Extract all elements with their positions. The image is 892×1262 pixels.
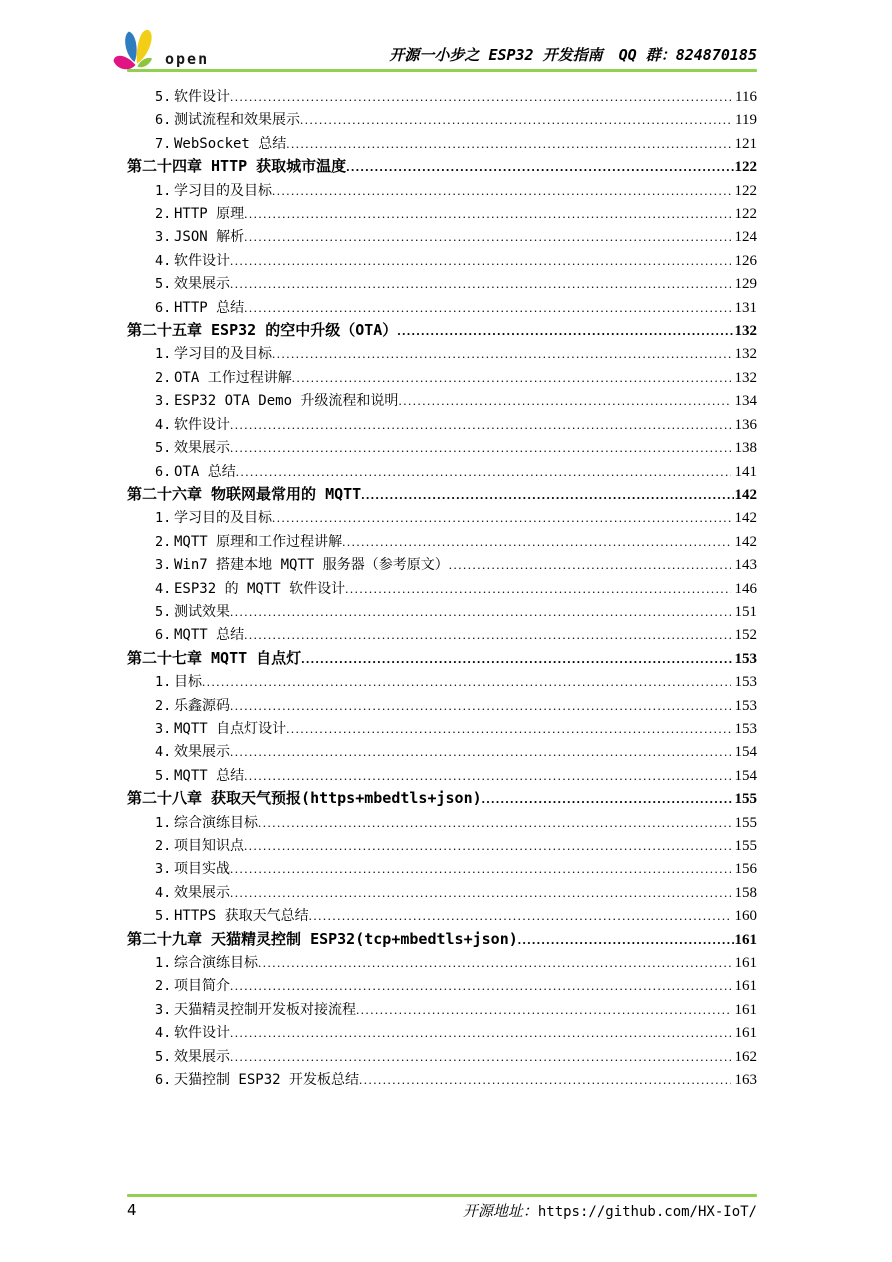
- toc-entry-number: 6.: [155, 627, 172, 644]
- toc-dot-leader: [356, 998, 731, 1021]
- toc-entry[interactable]: [127, 834, 757, 857]
- toc-dot-leader: [244, 225, 730, 248]
- toc-entry-page: 161: [734, 978, 757, 995]
- toc-entry-title: 综合演练目标: [174, 955, 258, 972]
- toc-entry[interactable]: [127, 717, 757, 740]
- toc-entry[interactable]: [127, 85, 757, 108]
- toc-entry-page: 161: [734, 931, 757, 948]
- toc-entry[interactable]: [127, 179, 757, 202]
- toc-dot-leader: [230, 413, 731, 436]
- toc-entry-number: 4.: [155, 416, 172, 433]
- toc-entry[interactable]: [127, 319, 757, 342]
- toc-entry[interactable]: [127, 951, 757, 974]
- toc-entry-number: 2.: [155, 978, 172, 995]
- logo-petal-blue: [125, 32, 136, 63]
- toc-entry-title: 软件设计: [174, 1025, 230, 1042]
- toc-dot-leader: [230, 881, 731, 904]
- toc-entry-page: 154: [734, 767, 757, 784]
- toc-entry[interactable]: [127, 623, 757, 646]
- toc-entry-number: 2.: [155, 206, 172, 223]
- toc-dot-leader: [244, 764, 730, 787]
- toc-entry-number: 3.: [155, 557, 172, 574]
- toc-entry-page: 161: [734, 1025, 757, 1042]
- toc-entry-title: 第二十七章 MQTT 自点灯: [127, 648, 302, 667]
- toc-entry-title: 第二十九章 天猫精灵控制 ESP32(tcp+mbedtls+json): [127, 929, 518, 948]
- toc-entry-page: 146: [734, 580, 757, 597]
- toc-entry[interactable]: [127, 928, 757, 951]
- toc-dot-leader: [244, 623, 730, 646]
- toc-entry-number: 5.: [155, 89, 172, 105]
- toc-entry[interactable]: [127, 1045, 757, 1068]
- toc-entry-number: 5.: [155, 908, 172, 925]
- toc-entry-page: 156: [734, 861, 757, 878]
- toc-entry-page: 142: [734, 486, 757, 503]
- toc-entry-page: 142: [734, 510, 757, 527]
- toc-entry[interactable]: [127, 436, 757, 459]
- toc-entry-title: 天猫控制 ESP32 开发板总结: [174, 1072, 360, 1089]
- toc-dot-leader: [300, 108, 731, 131]
- toc-entry-page: 163: [734, 1072, 757, 1089]
- toc-entry-number: 1.: [155, 346, 172, 363]
- toc-entry-title: 效果展示: [174, 884, 230, 901]
- toc-entry[interactable]: [127, 366, 757, 389]
- toc-entry-title: Win7 搭建本地 MQTT 服务器（参考原文）: [174, 557, 449, 574]
- toc-entry[interactable]: [127, 974, 757, 997]
- toc-entry-number: 4.: [155, 252, 172, 269]
- toc-entry-title: 效果展示: [174, 440, 230, 457]
- open-logo-icon: [111, 24, 161, 72]
- toc-dot-leader: [286, 132, 730, 155]
- toc-entry-page: 155: [734, 838, 757, 854]
- toc-entry-page: 132: [734, 369, 757, 386]
- toc-entry[interactable]: [127, 600, 757, 623]
- toc-entry-page: 132: [734, 346, 757, 363]
- toc-dot-leader: [272, 179, 731, 202]
- header-divider: [127, 69, 757, 72]
- toc-entry-number: 1.: [155, 510, 172, 527]
- toc-dot-leader: [301, 647, 733, 670]
- footer-page-number: 4: [127, 1201, 137, 1219]
- toc-entry-title: 软件设计: [174, 416, 230, 433]
- toc-entry-page: 122: [734, 206, 757, 223]
- toc-entry-number: 4.: [155, 1025, 172, 1042]
- toc-entry-title: 项目知识点: [174, 838, 244, 854]
- toc-entry-number: 5.: [155, 440, 172, 457]
- toc-entry-title: 测试效果: [174, 603, 230, 620]
- toc-entry[interactable]: [127, 249, 757, 272]
- toc-entry-title: JSON 解析: [174, 229, 245, 246]
- toc-entry-title: MQTT 总结: [174, 627, 245, 644]
- toc-entry-title: 第二十六章 物联网最常用的 MQTT: [127, 484, 362, 503]
- toc-entry-number: 5.: [155, 276, 172, 293]
- toc-dot-leader: [342, 530, 730, 553]
- toc-entry-title: 效果展示: [174, 276, 230, 293]
- toc-entry-number: 1.: [155, 814, 172, 831]
- toc-dot-leader: [292, 366, 731, 389]
- toc-entry-number: 7.: [155, 135, 172, 152]
- toc-entry-number: 2.: [155, 533, 172, 550]
- toc-entry-title: 软件设计: [174, 252, 230, 269]
- toc-entry-title: 测试流程和效果展示: [174, 112, 300, 129]
- toc-dot-leader: [272, 506, 731, 529]
- toc-entry-number: 2.: [155, 369, 172, 386]
- toc-dot-leader: [258, 951, 731, 974]
- toc-entry-page: 136: [734, 416, 757, 433]
- toc-entry-title: 学习目的及目标: [174, 182, 272, 199]
- toc-dot-leader: [345, 577, 730, 600]
- toc-entry[interactable]: [127, 740, 757, 763]
- toc-dot-leader: [244, 202, 730, 225]
- toc-entry-title: 综合演练目标: [174, 814, 258, 831]
- toc-entry-title: HTTPS 获取天气总结: [174, 908, 309, 925]
- toc-dot-leader: [359, 1068, 730, 1091]
- toc-entry-page: 141: [734, 463, 757, 480]
- toc-dot-leader: [258, 811, 731, 834]
- toc-entry-page: 153: [734, 697, 757, 714]
- toc-dot-leader: [230, 85, 731, 108]
- toc-dot-leader: [230, 740, 731, 763]
- toc-entry-title: MQTT 总结: [174, 767, 245, 784]
- toc-entry-page: 129: [734, 276, 757, 293]
- toc-entry-page: 152: [734, 627, 757, 644]
- toc-entry[interactable]: [127, 506, 757, 529]
- toc-entry-number: 6.: [155, 1072, 172, 1089]
- toc-entry[interactable]: [127, 460, 757, 483]
- toc-entry-number: 1.: [155, 955, 172, 972]
- toc-entry-title: 效果展示: [174, 744, 230, 761]
- header-title: [389, 44, 757, 65]
- toc-entry-page: 155: [734, 814, 757, 831]
- toc-entry[interactable]: [127, 483, 757, 506]
- toc-entry[interactable]: [127, 694, 757, 717]
- toc-entry[interactable]: [127, 881, 757, 904]
- toc-dot-leader: [230, 857, 731, 880]
- toc-entry-title: HTTP 总结: [174, 299, 245, 316]
- toc-entry-title: 第二十五章 ESP32 的空中升级（OTA）: [127, 321, 398, 340]
- toc-entry-number: 4.: [155, 744, 172, 761]
- toc-dot-leader: [230, 272, 731, 295]
- toc-dot-leader: [482, 787, 734, 810]
- toc-entry[interactable]: [127, 670, 757, 693]
- toc-entry[interactable]: [127, 857, 757, 880]
- footer-source-url[interactable]: https://github.com/HX-IoT/: [537, 1204, 757, 1220]
- toc-entry-title: OTA 工作过程讲解: [174, 369, 292, 386]
- toc-entry-number: 3.: [155, 393, 172, 410]
- toc-entry-number: 5.: [155, 603, 172, 620]
- toc-entry-page: 142: [734, 533, 757, 550]
- toc-entry-title: 天猫精灵控制开发板对接流程: [174, 1001, 356, 1018]
- toc-entry[interactable]: [127, 225, 757, 248]
- toc-entry[interactable]: [127, 764, 757, 787]
- toc-entry-title: 软件设计: [174, 89, 230, 105]
- toc-entry[interactable]: [127, 787, 757, 810]
- open-logo: [111, 24, 241, 72]
- toc-entry[interactable]: [127, 202, 757, 225]
- toc-dot-leader: [272, 342, 731, 365]
- toc-entry-title: 项目实战: [174, 861, 230, 878]
- toc-entry-title: MQTT 自点灯设计: [174, 720, 287, 737]
- toc-entry-title: 乐鑫源码: [174, 697, 230, 714]
- toc-dot-leader: [518, 928, 734, 951]
- footer-source-label: 开源地址：: [462, 1204, 538, 1220]
- toc-entry-page: 143: [734, 557, 757, 574]
- toc-entry[interactable]: [127, 272, 757, 295]
- toc-entry-title: OTA 总结: [174, 463, 236, 480]
- toc-entry-title: ESP32 OTA Demo 升级流程和说明: [174, 393, 399, 410]
- toc-list: [127, 85, 757, 1091]
- toc-entry-page: 119: [735, 112, 757, 129]
- toc-entry-page: 121: [734, 135, 757, 152]
- toc-entry[interactable]: [127, 389, 757, 412]
- toc-entry-page: 131: [734, 299, 757, 316]
- toc-entry-page: 132: [734, 323, 757, 340]
- toc-entry-title: MQTT 原理和工作过程讲解: [174, 533, 343, 550]
- toc-entry[interactable]: [127, 811, 757, 834]
- toc-entry[interactable]: [127, 998, 757, 1021]
- toc-entry-page: 161: [734, 1001, 757, 1018]
- toc-dot-leader: [230, 600, 731, 623]
- toc-entry-page: 162: [734, 1048, 757, 1065]
- toc-entry-page: 138: [734, 440, 757, 457]
- toc-entry-title: 目标: [174, 674, 202, 691]
- footer-source: [463, 1200, 757, 1221]
- toc-entry-number: 3.: [155, 1001, 172, 1018]
- header-qq-group: QQ 群：824870185: [618, 46, 757, 64]
- toc-entry-number: 5.: [155, 1048, 172, 1065]
- toc-entry-number: 2.: [155, 838, 172, 854]
- toc-dot-leader: [244, 296, 730, 319]
- toc-entry-number: 2.: [155, 697, 172, 714]
- toc-entry[interactable]: [127, 108, 757, 131]
- toc-entry-page: 126: [734, 252, 757, 269]
- toc-entry-number: 4.: [155, 884, 172, 901]
- toc-dot-leader: [202, 670, 731, 693]
- toc-entry-page: 155: [734, 791, 757, 808]
- toc-entry-title: WebSocket 总结: [174, 135, 287, 152]
- toc-dot-leader: [286, 717, 730, 740]
- toc-dot-leader: [230, 1045, 731, 1068]
- toc-entry-number: 1.: [155, 674, 172, 691]
- toc-dot-leader: [244, 834, 731, 857]
- toc-dot-leader: [230, 974, 731, 997]
- toc-entry-title: HTTP 原理: [174, 206, 245, 223]
- toc-entry-page: 160: [734, 908, 757, 925]
- toc-dot-leader: [230, 1021, 731, 1044]
- toc-entry[interactable]: [127, 342, 757, 365]
- toc-dot-leader: [309, 904, 731, 927]
- toc-entry-page: 151: [734, 603, 757, 620]
- toc-entry-title: 项目简介: [174, 978, 230, 995]
- toc-entry[interactable]: [127, 1021, 757, 1044]
- toc-entry-number: 6.: [155, 463, 172, 480]
- toc-entry-number: 6.: [155, 112, 172, 129]
- toc-dot-leader: [236, 460, 731, 483]
- toc-entry-title: 第二十八章 获取天气预报(https+mbedtls+json): [127, 789, 482, 808]
- toc-entry[interactable]: [127, 647, 757, 670]
- toc-dot-leader: [230, 436, 731, 459]
- toc-entry[interactable]: [127, 553, 757, 576]
- toc-dot-leader: [346, 155, 733, 178]
- toc-dot-leader: [449, 553, 731, 576]
- toc-dot-leader: [397, 319, 733, 342]
- toc-entry-page: 154: [734, 744, 757, 761]
- toc-entry-number: 4.: [155, 580, 172, 597]
- toc-entry-title: ESP32 的 MQTT 软件设计: [174, 580, 346, 597]
- toc-entry[interactable]: [127, 296, 757, 319]
- logo-brand-text: open: [165, 50, 210, 68]
- toc-entry-page: 122: [734, 182, 757, 199]
- toc-entry-title: 第二十四章 HTTP 获取城市温度: [127, 157, 347, 176]
- toc-entry-page: 116: [735, 89, 757, 105]
- toc-entry-page: 161: [734, 955, 757, 972]
- toc-entry[interactable]: [127, 530, 757, 553]
- toc-entry-page: 134: [734, 393, 757, 410]
- toc-entry-title: 学习目的及目标: [174, 346, 272, 363]
- toc-entry[interactable]: [127, 132, 757, 155]
- toc-entry-page: 158: [734, 884, 757, 901]
- toc-entry[interactable]: [127, 413, 757, 436]
- toc-entry-title: 效果展示: [174, 1048, 230, 1065]
- footer-divider: [127, 1194, 757, 1197]
- toc-entry-page: 122: [734, 159, 757, 176]
- toc-entry-page: 153: [734, 720, 757, 737]
- toc-entry[interactable]: [127, 155, 757, 178]
- toc-entry-page: 153: [734, 674, 757, 691]
- toc-entry-number: 3.: [155, 720, 172, 737]
- toc-entry-number: 3.: [155, 229, 172, 246]
- toc-entry-number: 5.: [155, 767, 172, 784]
- toc-entry-number: 6.: [155, 299, 172, 316]
- toc-entry-page: 153: [734, 650, 757, 667]
- toc-entry[interactable]: [127, 577, 757, 600]
- toc-entry[interactable]: [127, 904, 757, 927]
- toc-dot-leader: [230, 249, 731, 272]
- toc-entry-title: 学习目的及目标: [174, 510, 272, 527]
- header-doc-title: 开源一小步之 ESP32 开发指南: [389, 46, 603, 64]
- toc-entry-number: 1.: [155, 182, 172, 199]
- toc-entry-number: 3.: [155, 861, 172, 878]
- toc-dot-leader: [361, 483, 733, 506]
- toc-entry[interactable]: [127, 1068, 757, 1091]
- toc-dot-leader: [398, 389, 730, 412]
- toc-dot-leader: [230, 694, 731, 717]
- toc-entry-page: 124: [734, 229, 757, 246]
